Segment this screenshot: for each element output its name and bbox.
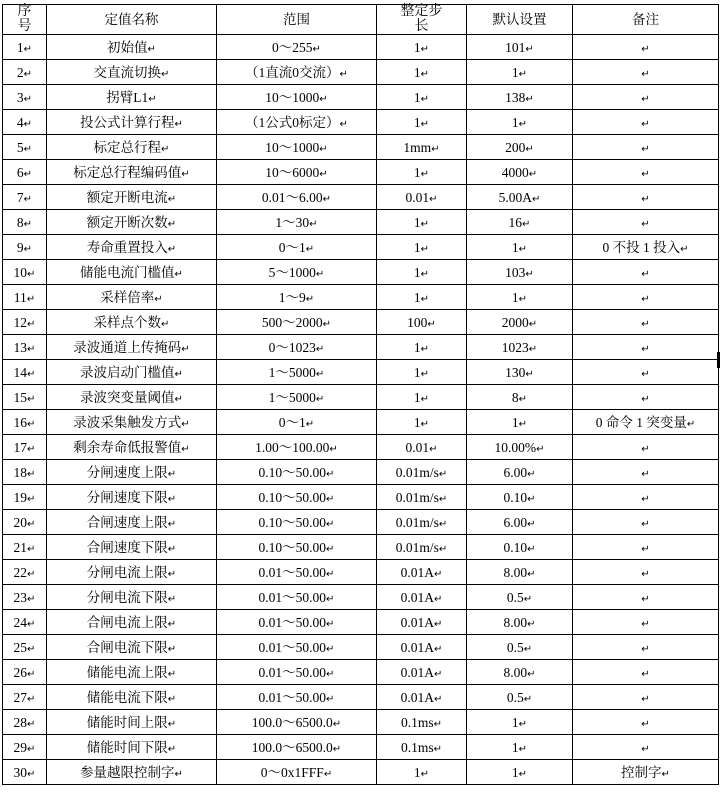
header-cell-range: 范围 — [217, 5, 377, 35]
cell-step: 0.01A↵ — [377, 560, 467, 585]
cell-step: 0.1ms↵ — [377, 735, 467, 760]
cell-default: 10.00%↵ — [467, 435, 573, 460]
cell-range: 1～30↵ — [217, 210, 377, 235]
cell-name: 参量越限控制字↵ — [47, 760, 217, 785]
cell-index: 20↵ — [3, 510, 47, 535]
cell-step: 1↵ — [377, 210, 467, 235]
cell-name: 储能电流下限↵ — [47, 685, 217, 710]
cell-index: 29↵ — [3, 735, 47, 760]
table-row — [3, 360, 719, 385]
cell-range: 0～0x1FFF↵ — [217, 760, 377, 785]
cell-step: 1↵ — [377, 760, 467, 785]
cell-index: 1↵ — [3, 35, 47, 60]
cell-range: 100.0～6500.0↵ — [217, 710, 377, 735]
cell-default: 5.00A↵ — [467, 185, 573, 210]
cell-default: 1↵ — [467, 760, 573, 785]
cell-name: 剩余寿命低报警值↵ — [47, 435, 217, 460]
table-row — [3, 35, 719, 60]
cell-range: 0.01～50.00↵ — [217, 610, 377, 635]
cell-step: 1↵ — [377, 85, 467, 110]
cell-range: 0.01～6.00↵ — [217, 185, 377, 210]
cell-name: 录波突变量阈值↵ — [47, 385, 217, 410]
cell-step: 0.01A↵ — [377, 610, 467, 635]
cell-range: 0.01～50.00↵ — [217, 635, 377, 660]
cell-step: 0.01A↵ — [377, 660, 467, 685]
cell-index: 10↵ — [3, 260, 47, 285]
cell-note: ↵ — [573, 85, 719, 110]
cell-index: 13↵ — [3, 335, 47, 360]
cell-range: 10～1000↵ — [217, 85, 377, 110]
cell-name: 额定开断电流↵ — [47, 185, 217, 210]
cell-step: 1↵ — [377, 35, 467, 60]
cell-index: 26↵ — [3, 660, 47, 685]
cell-note: ↵ — [573, 135, 719, 160]
cell-index: 12↵ — [3, 310, 47, 335]
cell-step: 0.01A↵ — [377, 635, 467, 660]
header-cell-default: 默认设置 — [467, 5, 573, 35]
cell-range: （1直流0交流）↵ — [217, 60, 377, 85]
cell-default: 8↵ — [467, 385, 573, 410]
cell-range: 0.01～50.00↵ — [217, 660, 377, 685]
cell-range: 5～1000↵ — [217, 260, 377, 285]
table-row — [3, 485, 719, 510]
cell-name: 交直流切换↵ — [47, 60, 217, 85]
cell-step: 1mm↵ — [377, 135, 467, 160]
cell-note: ↵ — [573, 285, 719, 310]
cell-note: ↵ — [573, 560, 719, 585]
cell-note: ↵ — [573, 35, 719, 60]
cell-range: 10～1000↵ — [217, 135, 377, 160]
table-row — [3, 310, 719, 335]
cell-step: 1↵ — [377, 60, 467, 85]
cell-index: 21↵ — [3, 535, 47, 560]
cell-note: ↵ — [573, 385, 719, 410]
cell-name: 采样倍率↵ — [47, 285, 217, 310]
cell-index: 11↵ — [3, 285, 47, 310]
cell-step: 1↵ — [377, 410, 467, 435]
cell-note: ↵ — [573, 260, 719, 285]
cell-step: 1↵ — [377, 335, 467, 360]
cell-range: 0.10～50.00↵ — [217, 460, 377, 485]
cell-range: 0～1↵ — [217, 235, 377, 260]
cell-name: 合闸速度上限↵ — [47, 510, 217, 535]
cell-name: 储能电流门槛值↵ — [47, 260, 217, 285]
cell-step: 0.1ms↵ — [377, 710, 467, 735]
cell-name: 寿命重置投入↵ — [47, 235, 217, 260]
cell-name: 拐臂L1↵ — [47, 85, 217, 110]
cell-default: 1↵ — [467, 285, 573, 310]
cell-note: ↵ — [573, 610, 719, 635]
cell-index: 23↵ — [3, 585, 47, 610]
table-row — [3, 710, 719, 735]
cell-step: 1↵ — [377, 160, 467, 185]
cell-index: 16↵ — [3, 410, 47, 435]
cell-default: 0.5↵ — [467, 635, 573, 660]
table-row — [3, 285, 719, 310]
cell-default: 1↵ — [467, 735, 573, 760]
cell-step: 100↵ — [377, 310, 467, 335]
spec-table — [2, 4, 719, 785]
cell-name: 分闸速度上限↵ — [47, 460, 217, 485]
cell-range: 0～1023↵ — [217, 335, 377, 360]
cell-name: 投公式计算行程↵ — [47, 110, 217, 135]
cell-name: 额定开断次数↵ — [47, 210, 217, 235]
table-row — [3, 460, 719, 485]
cell-index: 27↵ — [3, 685, 47, 710]
cell-step: 0.01A↵ — [377, 685, 467, 710]
cell-index: 8↵ — [3, 210, 47, 235]
cell-name: 合闸速度下限↵ — [47, 535, 217, 560]
cell-name: 分闸电流下限↵ — [47, 585, 217, 610]
cell-note: ↵ — [573, 160, 719, 185]
cell-step: 1↵ — [377, 285, 467, 310]
cell-name: 标定总行程↵ — [47, 135, 217, 160]
cell-note: ↵ — [573, 60, 719, 85]
cell-note: ↵ — [573, 510, 719, 535]
cell-default: 2000↵ — [467, 310, 573, 335]
cell-note: ↵ — [573, 535, 719, 560]
cell-default: 130↵ — [467, 360, 573, 385]
cell-name: 储能时间下限↵ — [47, 735, 217, 760]
cell-note: ↵ — [573, 210, 719, 235]
cell-note: ↵ — [573, 460, 719, 485]
cell-step: 1↵ — [377, 360, 467, 385]
cell-index: 24↵ — [3, 610, 47, 635]
cell-note: ↵ — [573, 110, 719, 135]
cell-default: 1↵ — [467, 60, 573, 85]
cell-name: 初始值↵ — [47, 35, 217, 60]
header-step-line2: 长 — [414, 18, 429, 34]
cell-note: ↵ — [573, 185, 719, 210]
cell-index: 17↵ — [3, 435, 47, 460]
table-row — [3, 510, 719, 535]
table-row — [3, 260, 719, 285]
cell-note: ↵ — [573, 660, 719, 685]
table-row — [3, 435, 719, 460]
cell-index: 30↵ — [3, 760, 47, 785]
cell-note: ↵ — [573, 635, 719, 660]
cell-note: ↵ — [573, 485, 719, 510]
cell-index: 2↵ — [3, 60, 47, 85]
table-row — [3, 110, 719, 135]
cell-index: 19↵ — [3, 485, 47, 510]
cell-note: ↵ — [573, 310, 719, 335]
cell-default: 8.00↵ — [467, 560, 573, 585]
table-row — [3, 635, 719, 660]
cell-range: （1公式0标定）↵ — [217, 110, 377, 135]
cell-default: 6.00↵ — [467, 460, 573, 485]
cell-name: 分闸速度下限↵ — [47, 485, 217, 510]
cell-step: 0.01m/s↵ — [377, 460, 467, 485]
cell-index: 14↵ — [3, 360, 47, 385]
header-cell-name: 定值名称 — [47, 5, 217, 35]
cell-step: 1↵ — [377, 235, 467, 260]
table-row — [3, 385, 719, 410]
cell-default: 4000↵ — [467, 160, 573, 185]
cell-default: 0.10↵ — [467, 485, 573, 510]
cell-default: 1023↵ — [467, 335, 573, 360]
table-row — [3, 410, 719, 435]
cell-range: 500～2000↵ — [217, 310, 377, 335]
cell-range: 0.01～50.00↵ — [217, 685, 377, 710]
header-cell-step — [377, 5, 467, 35]
cell-step: 1↵ — [377, 385, 467, 410]
cell-name: 采样点个数↵ — [47, 310, 217, 335]
cell-default: 1↵ — [467, 410, 573, 435]
cell-default: 8.00↵ — [467, 610, 573, 635]
cell-default: 1↵ — [467, 110, 573, 135]
cell-note: 控制字↵ — [573, 760, 719, 785]
cell-step: 0.01m/s↵ — [377, 510, 467, 535]
cell-range: 100.0～6500.0↵ — [217, 735, 377, 760]
cell-range: 1～5000↵ — [217, 385, 377, 410]
cell-step: 1↵ — [377, 110, 467, 135]
cell-index: 28↵ — [3, 710, 47, 735]
cell-index: 6↵ — [3, 160, 47, 185]
cell-name: 合闸电流下限↵ — [47, 635, 217, 660]
cell-note: ↵ — [573, 710, 719, 735]
header-cell-note: 备注 — [573, 5, 719, 35]
cell-note: ↵ — [573, 585, 719, 610]
cell-range: 1.00～100.00↵ — [217, 435, 377, 460]
cell-step: 0.01m/s↵ — [377, 535, 467, 560]
table-row — [3, 585, 719, 610]
cell-step: 0.01↵ — [377, 185, 467, 210]
cell-index: 18↵ — [3, 460, 47, 485]
table-row — [3, 685, 719, 710]
cell-range: 0～255↵ — [217, 35, 377, 60]
cell-index: 7↵ — [3, 185, 47, 210]
cell-range: 0～1↵ — [217, 410, 377, 435]
cell-name: 储能电流上限↵ — [47, 660, 217, 685]
cell-index: 15↵ — [3, 385, 47, 410]
cell-index: 5↵ — [3, 135, 47, 160]
cell-range: 0.01～50.00↵ — [217, 560, 377, 585]
table-row — [3, 185, 719, 210]
cell-note: ↵ — [573, 360, 719, 385]
table-row — [3, 735, 719, 760]
table-row — [3, 160, 719, 185]
cell-default: 8.00↵ — [467, 660, 573, 685]
table-row — [3, 760, 719, 785]
cell-range: 10～6000↵ — [217, 160, 377, 185]
cell-name: 录波采集触发方式↵ — [47, 410, 217, 435]
table-row — [3, 335, 719, 360]
table-header-row — [3, 5, 719, 35]
cell-range: 0.10～50.00↵ — [217, 485, 377, 510]
table-row — [3, 210, 719, 235]
cell-note: ↵ — [573, 335, 719, 360]
cell-step: 1↵ — [377, 260, 467, 285]
cell-default: 0.5↵ — [467, 685, 573, 710]
cell-name: 分闸电流上限↵ — [47, 560, 217, 585]
cell-name: 录波通道上传掩码↵ — [47, 335, 217, 360]
cell-note: 0 不投 1 投入↵ — [573, 235, 719, 260]
cell-note: 0 命令 1 突变量↵ — [573, 410, 719, 435]
cell-note: ↵ — [573, 685, 719, 710]
cell-step: 0.01A↵ — [377, 585, 467, 610]
cell-default: 1↵ — [467, 235, 573, 260]
table-row — [3, 85, 719, 110]
cell-name: 合闸电流上限↵ — [47, 610, 217, 635]
cell-name: 储能时间上限↵ — [47, 710, 217, 735]
cell-index: 4↵ — [3, 110, 47, 135]
header-step-line1: 整定步 — [400, 4, 443, 19]
cell-default: 103↵ — [467, 260, 573, 285]
header-seq-line1: 序 — [17, 4, 32, 19]
cell-default: 200↵ — [467, 135, 573, 160]
table-row — [3, 660, 719, 685]
cell-default: 0.10↵ — [467, 535, 573, 560]
cell-step: 0.01↵ — [377, 435, 467, 460]
table-row — [3, 535, 719, 560]
table-row — [3, 235, 719, 260]
cell-index: 9↵ — [3, 235, 47, 260]
cell-name: 标定总行程编码值↵ — [47, 160, 217, 185]
table-body — [3, 35, 719, 785]
cell-default: 16↵ — [467, 210, 573, 235]
cell-default: 1↵ — [467, 710, 573, 735]
cell-range: 0.10～50.00↵ — [217, 535, 377, 560]
table-row — [3, 610, 719, 635]
cell-default: 138↵ — [467, 85, 573, 110]
header-seq-line2: 号 — [17, 18, 32, 34]
cell-range: 0.01～50.00↵ — [217, 585, 377, 610]
table-row — [3, 135, 719, 160]
cell-index: 22↵ — [3, 560, 47, 585]
cell-range: 0.10～50.00↵ — [217, 510, 377, 535]
cell-note: ↵ — [573, 435, 719, 460]
cell-index: 3↵ — [3, 85, 47, 110]
cell-default: 0.5↵ — [467, 585, 573, 610]
header-cell-seq — [3, 5, 47, 35]
table-row — [3, 60, 719, 85]
table-row — [3, 560, 719, 585]
cell-name: 录波启动门槛值↵ — [47, 360, 217, 385]
cell-range: 1～9↵ — [217, 285, 377, 310]
cell-index: 25↵ — [3, 635, 47, 660]
cell-range: 1～5000↵ — [217, 360, 377, 385]
cell-default: 6.00↵ — [467, 510, 573, 535]
cell-note: ↵ — [573, 735, 719, 760]
cell-step: 0.01m/s↵ — [377, 485, 467, 510]
cell-default: 101↵ — [467, 35, 573, 60]
